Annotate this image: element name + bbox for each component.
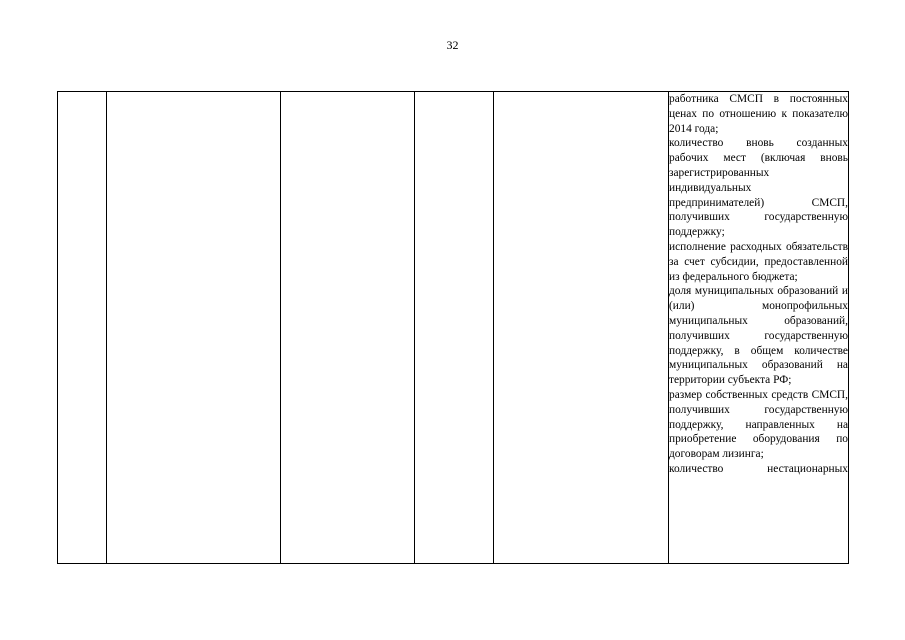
table-cell-col-2 [107,92,281,564]
page-number: 32 [446,38,459,52]
table-cell-col-1 [58,92,107,564]
document-table [57,91,849,564]
indicator-paragraph: исполнение расходных обязательств за счет субсидии, предоставленной из федерального бюджета; [669,240,848,283]
indicator-paragraph: доля муниципальных образований и (или) монопрофильных муниципальных образований, получивших государственную поддержку, в общем количестве муниципальных образований на территории субъекта РФ; [669,285,848,387]
indicator-paragraph: количество вновь созданных рабочих мест (включая вновь зарегистрированных индивидуальных предпринимателей) СМСП, получивших государственную поддержку; [669,137,848,239]
indicator-paragraph: количество нестационарных [669,462,848,475]
table-cell-indicators [669,92,849,564]
indicator-paragraph: работника СМСП в постоянных ценах по отношению к показателю 2014 года; [669,93,848,135]
table-cell-col-3 [281,92,415,564]
table-row [58,92,849,564]
table-cell-col-5 [494,92,669,564]
table-cell-col-4 [415,92,494,564]
indicator-paragraph: размер собственных средств СМСП, получивших государственную поддержку, направленных на приобретение оборудования по договорам лизинга; [669,388,848,461]
